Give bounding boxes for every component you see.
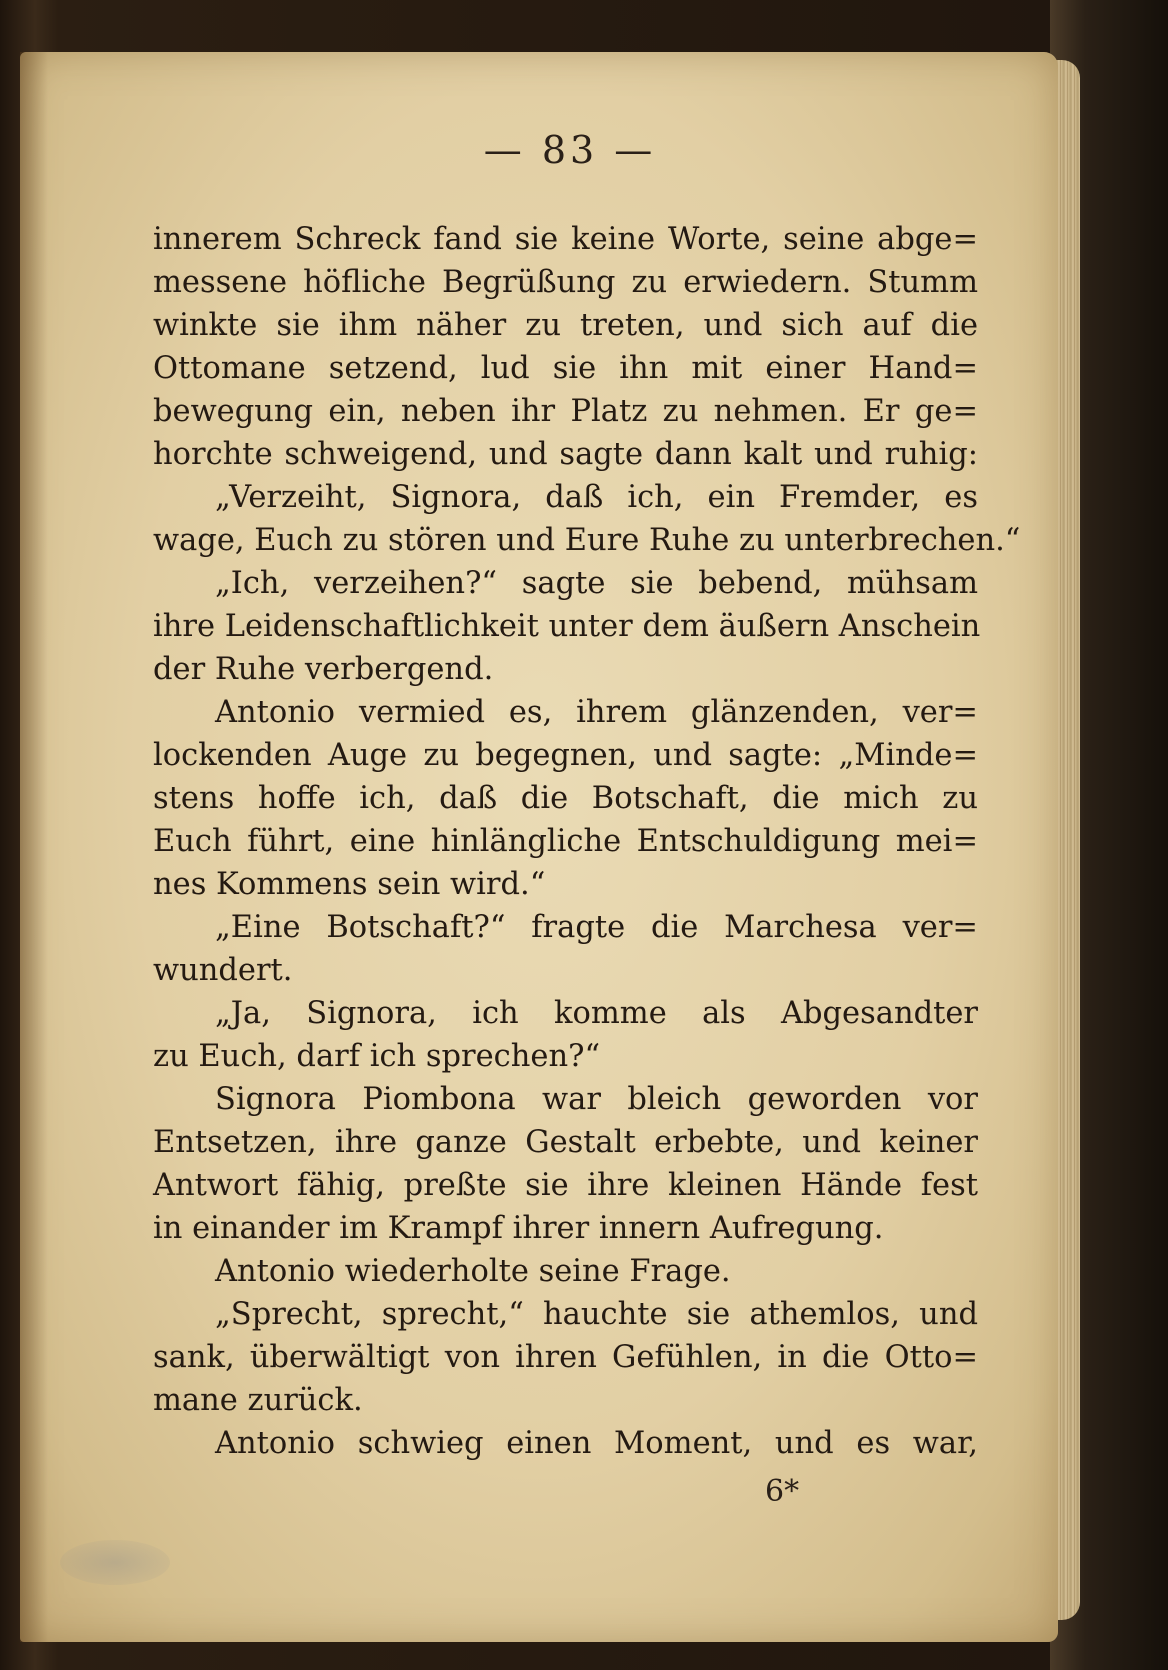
text-line: sank, überwältigt von ihren Gefühlen, in die Otto= bbox=[153, 1340, 978, 1375]
text-line: „Ja, Signora, ich komme als Abgesandter bbox=[215, 996, 978, 1031]
page-gutter-shadow bbox=[20, 52, 48, 1642]
text-line: innerem Schreck fand sie keine Worte, seine abge= bbox=[153, 222, 978, 257]
text-line: Entsetzen, ihre ganze Gestalt erbebte, und keiner bbox=[153, 1125, 978, 1160]
text-line: Euch führt, eine hinlängliche Entschuldigung mei= bbox=[153, 824, 978, 859]
text-line: wundert. bbox=[153, 953, 293, 988]
signature-mark: 6* bbox=[765, 1474, 800, 1509]
text-line: in einander im Krampf ihrer innern Aufregung. bbox=[153, 1211, 884, 1246]
page-stain bbox=[60, 1540, 170, 1585]
text-line: „Eine Botschaft?“ fragte die Marchesa ver= bbox=[215, 910, 978, 945]
text-line: winkte sie ihm näher zu treten, und sich auf die bbox=[153, 308, 978, 343]
text-line: messene höfliche Begrüßung zu erwiedern. Stumm bbox=[153, 265, 978, 300]
page-number: — 83 — bbox=[483, 128, 657, 172]
text-line: der Ruhe verbergend. bbox=[153, 652, 494, 687]
text-line: horchte schweigend, und sagte dann kalt und ruhig: bbox=[153, 437, 978, 472]
text-line: nes Kommens sein wird.“ bbox=[153, 867, 546, 902]
body-text bbox=[153, 218, 1021, 1465]
text-line: Antonio wiederholte seine Frage. bbox=[215, 1254, 731, 1289]
text-line: Antonio vermied es, ihrem glänzenden, ver= bbox=[215, 695, 978, 730]
text-line: bewegung ein, neben ihr Platz zu nehmen. Er ge= bbox=[153, 394, 978, 429]
text-line: zu Euch, darf ich sprechen?“ bbox=[153, 1039, 601, 1074]
text-line: Antonio schwieg einen Moment, und es war, bbox=[215, 1426, 978, 1461]
text-line: Antwort fähig, preßte sie ihre kleinen Hände fest bbox=[153, 1168, 978, 1203]
text-line: „Ich, verzeihen?“ sagte sie bebend, mühsam bbox=[215, 566, 978, 601]
text-line: ihre Leidenschaftlichkeit unter dem äußern Anschein bbox=[153, 609, 981, 644]
text-line: „Verzeiht, Signora, daß ich, ein Fremder, es bbox=[215, 480, 978, 515]
text-line: Ottomane setzend, lud sie ihn mit einer Hand= bbox=[153, 351, 978, 386]
text-line: mane zurück. bbox=[153, 1383, 363, 1418]
text-line: wage, Euch zu stören und Eure Ruhe zu unterbrechen.“ bbox=[153, 523, 1021, 558]
text-line: Signora Piombona war bleich geworden vor bbox=[215, 1082, 978, 1117]
text-line: lockenden Auge zu begegnen, und sagte: „Minde= bbox=[153, 738, 978, 773]
text-line: stens hoffe ich, daß die Botschaft, die mich zu bbox=[153, 781, 978, 816]
text-line: „Sprecht, sprecht,“ hauchte sie athemlos, und bbox=[215, 1297, 978, 1332]
